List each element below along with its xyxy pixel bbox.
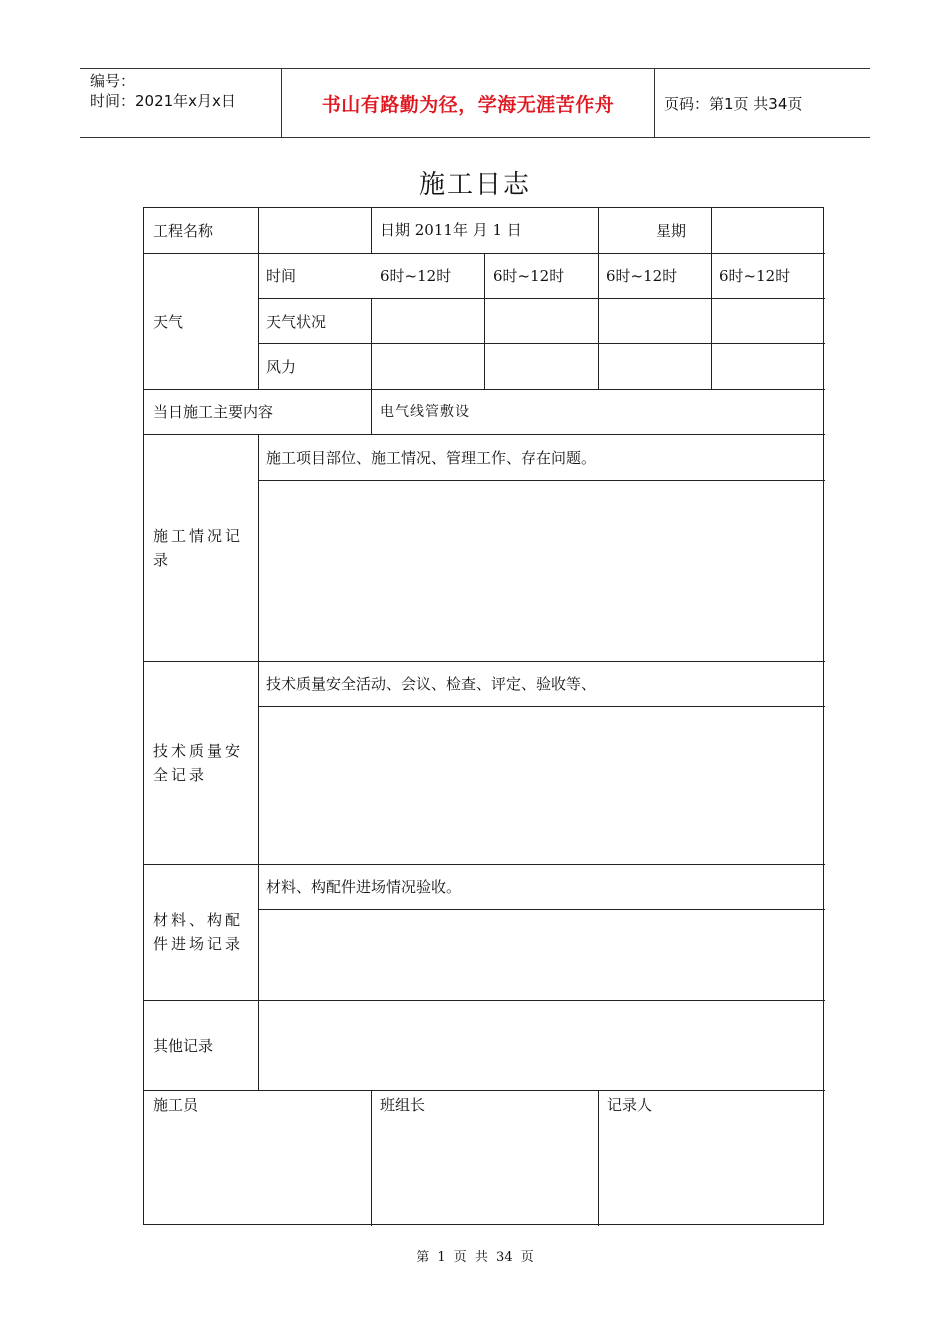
quality-record-field[interactable]: [264, 710, 820, 860]
col-divider: [371, 298, 372, 389]
row-divider: [258, 909, 825, 910]
row-divider: [144, 661, 825, 662]
col-divider: [598, 208, 599, 389]
row-divider: [144, 434, 825, 435]
col-divider: [711, 208, 712, 389]
header-meta: [90, 71, 282, 111]
construction-record-field[interactable]: [264, 484, 820, 656]
row-divider: [144, 1000, 825, 1001]
time-slot-4: 6时~12时: [719, 267, 791, 285]
recorder-label: 记录人: [607, 1096, 653, 1114]
weather-label: 天气: [153, 313, 184, 331]
motto: 书山有路勤为径，学海无涯苦作舟: [281, 69, 655, 137]
weekday-label: 星期: [656, 222, 687, 240]
wind-label: 风力: [266, 358, 297, 376]
material-record-label: 材料、构配件进场记录: [153, 911, 244, 953]
constructor-label: 施工员: [153, 1096, 199, 1114]
serial-label: 编号：: [90, 72, 136, 90]
col-divider: [371, 389, 372, 434]
col-divider: [371, 208, 372, 253]
weekday-field[interactable]: [719, 211, 819, 249]
material-record-field[interactable]: [264, 913, 820, 997]
row-divider: [144, 864, 825, 865]
other-record-field[interactable]: [264, 1004, 820, 1086]
time-row-label: 时间: [266, 267, 297, 285]
row-divider: [258, 480, 825, 481]
col-divider: [258, 208, 259, 389]
page-footer: 第 1 页 共 34 页: [416, 1250, 534, 1265]
quality-record-label: 技术质量安全记录: [153, 742, 244, 784]
construction-record-hint: 施工项目部位、施工情况、管理工作、存在问题。: [266, 449, 597, 467]
page-header: [80, 68, 870, 138]
project-name-label: 工程名称: [153, 222, 214, 240]
row-divider: [258, 298, 825, 299]
row-divider: [144, 1090, 825, 1091]
quality-record-hint: 技术质量安全活动、会议、检查、评定、验收等、: [266, 675, 597, 693]
time-slot-3: 6时~12时: [606, 267, 678, 285]
time-label: 时间：2021年x月x日: [90, 92, 236, 110]
other-record-label: 其他记录: [153, 1037, 214, 1055]
material-record-hint: 材料、构配件进场情况验收。: [266, 878, 462, 896]
weather-condition-label: 天气状况: [266, 313, 327, 331]
time-slot-1: 6时~12时: [380, 267, 452, 285]
col-divider: [598, 1090, 599, 1226]
construction-record-label: 施工情况记录: [153, 527, 244, 569]
main-content-value[interactable]: 电气线管敷设: [380, 404, 470, 420]
date-label: 日期 2011年 月 1 日: [380, 221, 522, 239]
col-divider: [371, 1090, 372, 1226]
col-divider: [258, 434, 259, 1090]
row-divider: [258, 343, 825, 344]
construction-log-table: [143, 207, 824, 1225]
row-divider: [258, 706, 825, 707]
col-divider: [484, 253, 485, 389]
project-name-field[interactable]: [266, 211, 366, 249]
time-slot-2: 6时~12时: [493, 267, 565, 285]
page-indicator: 页码：第1页 共34页: [664, 94, 803, 113]
main-content-label: 当日施工主要内容: [153, 403, 274, 421]
team-leader-label: 班组长: [380, 1096, 426, 1114]
row-divider: [144, 389, 825, 390]
document-title: 施工日志: [418, 170, 531, 200]
